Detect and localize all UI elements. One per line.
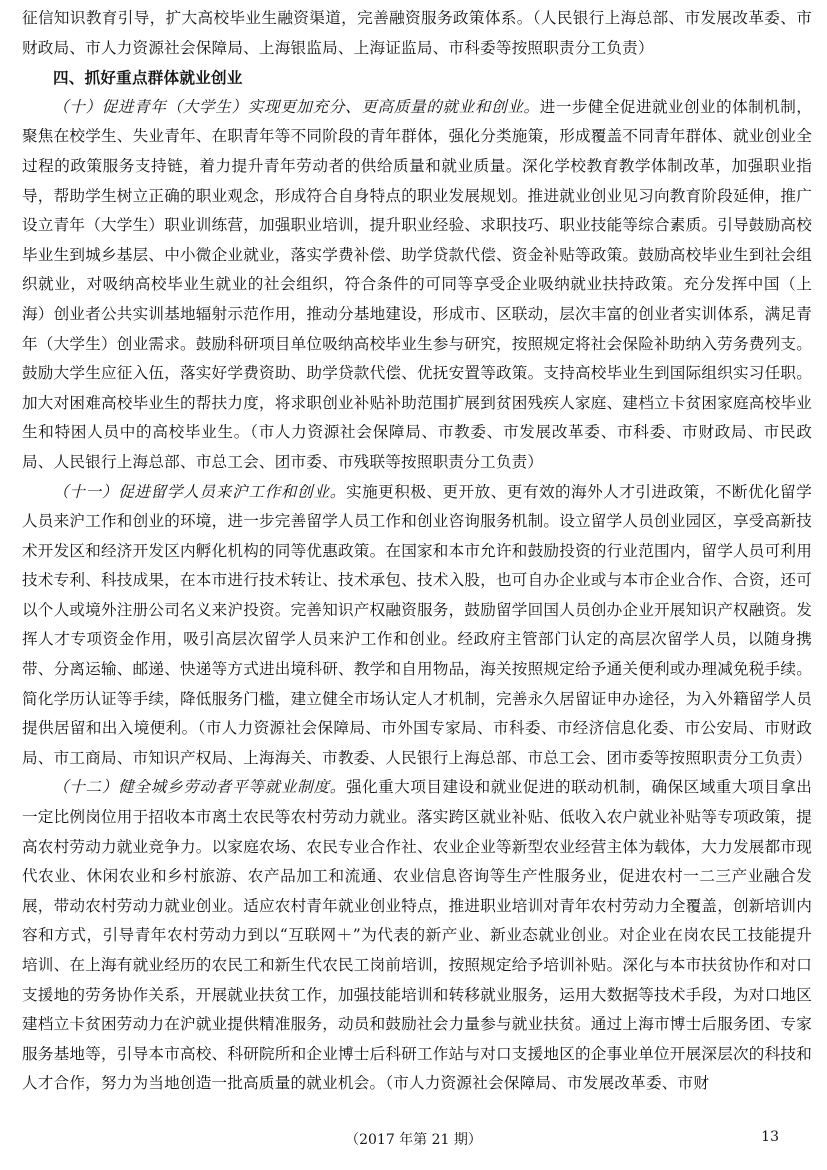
issue-label: （2017 年第 21 期） [345,1132,482,1148]
item-10-body: 进一步健全促进就业创业的体制机制，聚焦在校学生、失业青年、在职青年等不同阶段的青年群体，强化分类施策，形成覆盖不同青年群体、就业创业全过程的政策服务支持链，着力提升青年劳动者的供给质量和就业质量。深化学校教育教学体制改革，加强职业指导，帮助学生树立正确的职业观念，形成符合自身特点的职业发展规划。推进就业创业见习向教育阶段延伸，推广设立青年（大学生）职业训练营，加强职业培训，提升职业经验、求职技巧、职业技能等综合素质。引导鼓励高校毕业生到城乡基层、中小微企业就业，落实学费补偿、助学贷款代偿、资金补贴等政策。鼓励高校毕业生到社会组织就业，对吸纳高校毕业生就业的社会组织，符合条件的可同等享受企业吸纳就业扶持政策。充分发挥中国（上海）创业者公共实训基地辐射示范作用，推动分基地建设，形成市、区联动，层次丰富的创业者实训体系，满足青年（大学生）创业需求。鼓励科研项目单位吸纳高校毕业生参与研究，按照规定将社会保险补助纳入劳务费列支。鼓励大学生应征入伍，落实好学费资助、助学贷款代偿、优抚安置等政策。支持高校毕业生到国际组织实习任职。加大对困难高校毕业生的帮扶力度，将求职创业补贴补助范围扩展到贫困残疾人家庭、建档立卡贫困家庭高校毕业生和特困人员中的高校毕业生。（市人力资源社会保障局、市教委、市发展改革委、市科委、市财政局、市民政局、人民银行上海总部、市总工会、团市委、市残联等按照职责分工负责） [22,97,813,471]
body-text [22,4,812,1099]
page-number: 13 [761,1129,779,1145]
item-11-paragraph [22,478,812,774]
page-footer [0,1127,827,1157]
section-heading: 四、抓好重点群体就业创业 [53,68,243,88]
item-10-title: （十）促进青年（大学生）实现更加充分、更高质量的就业和创业。 [53,97,540,116]
item-10-paragraph [22,93,812,478]
lead-paragraph: 征信知识教育引导，扩大高校毕业生融资渠道，完善融资服务政策体系。（人民银行上海总部、市发展改革委、市财政局、市人力资源社会保障局、上海银监局、上海证监局、市科委等按照职责分工负责） [22,9,812,57]
item-12-title: （十二）健全城乡劳动者平等就业制度。 [53,778,347,797]
item-11-body: 实施更积极、更开放、更有效的海外人才引进政策，不断优化留学人员来沪工作和创业的环境，进一步完善留学人员工作和创业咨询服务机制。设立留学人员创业园区，享受高新技术开发区和经济开发区内孵化机构的同等优惠政策。在国家和本市允许和鼓励投资的行业范围内，留学人员可利用技术专利、科技成果，在本市进行技术转让、技术承包、技术入股，也可自办企业或与本市企业合作、合资，还可以个人或境外注册公司名义来沪投资。完善知识产权融资服务，鼓励留学回国人员创办企业开展知识产权融资。发挥人才专项资金作用，吸引高层次留学人员来沪工作和创业。经政府主管部门认定的高层次留学人员，以随身携带、分离运输、邮递、快递等方式进出境科研、教学和自用物品，海关按照规定给予通关便利或办理减免税手续。简化学历认证等手续，降低服务门槛，建立健全市场认定人才机制，完善永久居留证申办途径，为入外籍留学人员提供居留和出入境便利。（市人力资源社会保障局、市外国专家局、市科委、市经济信息化委、市公安局、市财政局、市工商局、市知识产权局、上海海关、市教委、人民银行上海总部、市总工会、团市委等按照职责分工负责） [22,482,812,767]
item-12-paragraph [22,773,812,1099]
item-11-title: （十一）促进留学人员来沪工作和创业。 [53,482,347,501]
item-12-body: 强化重大项目建设和就业促进的联动机制，确保区域重大项目拿出一定比例岗位用于招收本市离土农民等农村劳动力就业。落实跨区就业补贴、低收入农户就业补贴等专项政策，提高农村劳动力就业竞争力。以家庭农场、农民专业合作社、农业企业等新型农业经营主体为载体，大力发展都市现代农业、休闲农业和乡村旅游、农产品加工和流通、农业信息咨询等生产性服务业，促进农村一二三产业融合发展，带动农村劳动力就业创业。适应农村青年就业创业特点，推进职业培训对青年农村劳动力全覆盖，创新培训内容和方式，引导青年农村劳动力到以“互联网＋”为代表的新产业、新业态就业创业。对企业在岗农民工技能提升培训、在上海有就业经历的农民工和新生代农民工岗前培训，按照规定给予培训补贴。深化与本市扶贫协作和对口支援地的劳务协作关系，开展就业扶贫工作，加强技能培训和转移就业服务，运用大数据等技术手段，为对口地区建档立卡贫困劳动力在沪就业提供精准服务，动员和鼓励社会力量参与就业扶贫。通过上海市博士后服务团、专家服务基地等，引导本市高校、科研院所和企业博士后科研工作站与对口支援地区的企事业单位开展深层次的科技和人才合作，努力为当地创造一批高质量的就业机会。（市人力资源社会保障局、市发展改革委、市财 [22,778,812,1093]
